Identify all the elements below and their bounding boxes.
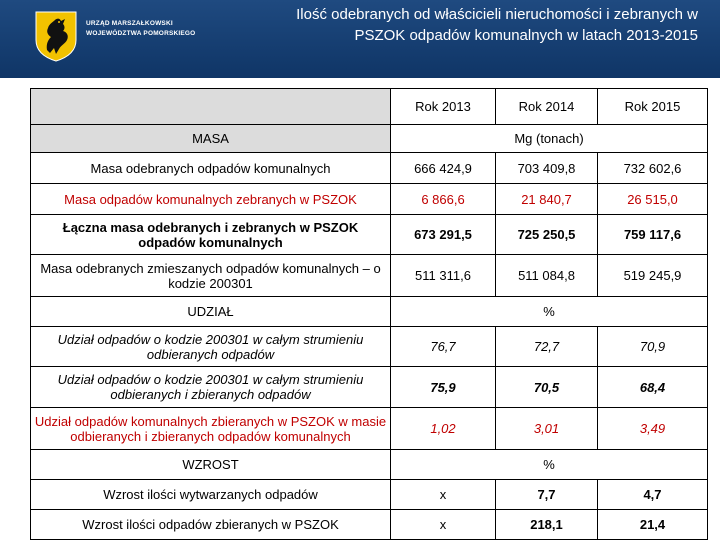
year-header-row xyxy=(31,89,708,125)
value-2014: 70,5 xyxy=(496,367,598,408)
table-row xyxy=(31,215,708,255)
corner-cell xyxy=(31,89,391,125)
section-row-masa xyxy=(31,125,708,153)
section-label-wzrost: WZROST xyxy=(31,450,391,480)
logo-text xyxy=(86,19,195,39)
row-label: Masa odebranych zmieszanych odpadów komunalnych – o kodzie 200301 xyxy=(31,255,391,297)
section-unit-wzrost: % xyxy=(391,450,708,480)
section-label-udzial: UDZIAŁ xyxy=(31,297,391,327)
value-2015: 519 245,9 xyxy=(598,255,708,297)
value-2013: 76,7 xyxy=(391,327,496,367)
section-unit-udzial: % xyxy=(391,297,708,327)
value-2013: x xyxy=(391,480,496,510)
table-row xyxy=(31,255,708,297)
value-2015: 70,9 xyxy=(598,327,708,367)
table-row xyxy=(31,510,708,540)
section-label-masa: MASA xyxy=(31,125,391,153)
value-2013: 75,9 xyxy=(391,367,496,408)
table-row xyxy=(31,327,708,367)
logo-line-2: WOJEWÓDZTWA POMORSKIEGO xyxy=(86,30,196,37)
value-2015: 732 602,6 xyxy=(598,153,708,184)
value-2013: 666 424,9 xyxy=(391,153,496,184)
value-2014: 72,7 xyxy=(496,327,598,367)
value-2014: 725 250,5 xyxy=(496,215,598,255)
page-title: Ilość odebranych od właścicieli nieruchomości i zebranych w PSZOK odpadów komunalnych w latach 2013-2015 xyxy=(296,6,698,44)
header-banner xyxy=(0,0,720,78)
value-2013: x xyxy=(391,510,496,540)
row-label: Udział odpadów o kodzie 200301 w całym strumieniu odbieranych odpadów xyxy=(31,327,391,367)
value-2013: 511 311,6 xyxy=(391,255,496,297)
value-2013: 1,02 xyxy=(391,408,496,450)
row-label: Wzrost ilości wytwarzanych odpadów xyxy=(31,480,391,510)
year-header-2014: Rok 2014 xyxy=(496,89,598,125)
table-row xyxy=(31,184,708,215)
section-unit-masa: Mg (tonach) xyxy=(391,125,708,153)
year-header-2013: Rok 2013 xyxy=(391,89,496,125)
value-2014: 511 084,8 xyxy=(496,255,598,297)
section-row-wzrost xyxy=(31,450,708,480)
value-2014: 703 409,8 xyxy=(496,153,598,184)
value-2015: 26 515,0 xyxy=(598,184,708,215)
table-row xyxy=(31,153,708,184)
value-2014: 3,01 xyxy=(496,408,598,450)
section-row-udzial xyxy=(31,297,708,327)
value-2014: 218,1 xyxy=(496,510,598,540)
value-2015: 759 117,6 xyxy=(598,215,708,255)
waste-data-table xyxy=(30,88,708,540)
row-label: Udział odpadów o kodzie 200301 w całym strumieniu odbieranych i zbieranych odpadów xyxy=(31,367,391,408)
row-label: Masa odebranych odpadów komunalnych xyxy=(31,153,391,184)
value-2015: 68,4 xyxy=(598,367,708,408)
value-2014: 21 840,7 xyxy=(496,184,598,215)
table-row xyxy=(31,408,708,450)
value-2014: 7,7 xyxy=(496,480,598,510)
row-label: Wzrost ilości odpadów zbieranych w PSZOK xyxy=(31,510,391,540)
row-label: Masa odpadów komunalnych zebranych w PSZOK xyxy=(31,184,391,215)
table-row xyxy=(31,480,708,510)
year-header-2015: Rok 2015 xyxy=(598,89,708,125)
value-2015: 21,4 xyxy=(598,510,708,540)
table-row xyxy=(31,367,708,408)
row-label: Udział odpadów komunalnych zbieranych w PSZOK w masie odbieranych i zbieranych odpadów komunalnych xyxy=(31,408,391,450)
value-2013: 6 866,6 xyxy=(391,184,496,215)
value-2013: 673 291,5 xyxy=(391,215,496,255)
griffin-coat-of-arms-icon xyxy=(34,10,78,67)
value-2015: 3,49 xyxy=(598,408,708,450)
logo-line-1: URZĄD MARSZAŁKOWSKI xyxy=(86,20,173,27)
value-2015: 4,7 xyxy=(598,480,708,510)
row-label: Łączna masa odebranych i zebranych w PSZOK odpadów komunalnych xyxy=(31,215,391,255)
